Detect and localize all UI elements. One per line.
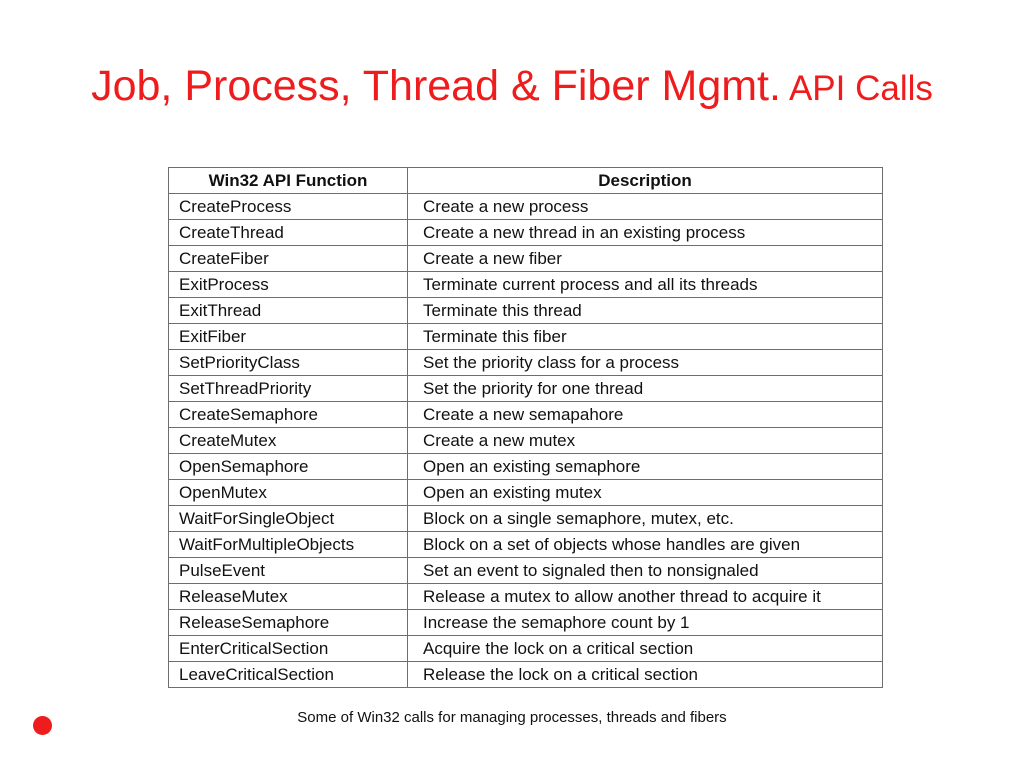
table-row	[169, 506, 883, 532]
table-header-row	[169, 168, 883, 194]
api-function-description: Create a new thread in an existing process	[408, 220, 883, 246]
api-function-description: Create a new fiber	[408, 246, 883, 272]
api-function-name: ExitThread	[169, 298, 408, 324]
table-row	[169, 324, 883, 350]
api-function-description: Create a new process	[408, 194, 883, 220]
table-row	[169, 298, 883, 324]
api-function-name: CreateSemaphore	[169, 402, 408, 428]
table-row	[169, 194, 883, 220]
api-function-description: Set the priority class for a process	[408, 350, 883, 376]
table-row	[169, 454, 883, 480]
table-row	[169, 532, 883, 558]
api-function-name: PulseEvent	[169, 558, 408, 584]
api-function-description: Terminate this thread	[408, 298, 883, 324]
api-function-name: LeaveCriticalSection	[169, 662, 408, 688]
api-function-name: CreateMutex	[169, 428, 408, 454]
api-function-name: SetPriorityClass	[169, 350, 408, 376]
slide-caption: Some of Win32 calls for managing processes, threads and fibers	[297, 709, 727, 726]
api-function-description: Block on a set of objects whose handles are given	[408, 532, 883, 558]
slide-title-main: Job, Process, Thread & Fiber Mgmt.	[91, 62, 781, 110]
api-function-description: Set the priority for one thread	[408, 376, 883, 402]
api-function-name: WaitForSingleObject	[169, 506, 408, 532]
api-function-description: Create a new mutex	[408, 428, 883, 454]
api-function-name: CreateProcess	[169, 194, 408, 220]
api-function-description: Acquire the lock on a critical section	[408, 636, 883, 662]
table-row	[169, 350, 883, 376]
table-row	[169, 272, 883, 298]
api-function-description: Block on a single semaphore, mutex, etc.	[408, 506, 883, 532]
column-header-function: Win32 API Function	[169, 168, 408, 194]
api-function-name: ReleaseSemaphore	[169, 610, 408, 636]
table-row	[169, 584, 883, 610]
slide-title-sub: API Calls	[788, 69, 933, 108]
table-row	[169, 636, 883, 662]
api-function-name: SetThreadPriority	[169, 376, 408, 402]
table-row	[169, 662, 883, 688]
api-function-description: Create a new semapahore	[408, 402, 883, 428]
slide-title	[0, 62, 1024, 111]
table-row	[169, 402, 883, 428]
api-function-name: OpenSemaphore	[169, 454, 408, 480]
api-table	[168, 167, 883, 688]
api-function-name: OpenMutex	[169, 480, 408, 506]
api-function-name: WaitForMultipleObjects	[169, 532, 408, 558]
table-row	[169, 376, 883, 402]
api-function-name: ExitFiber	[169, 324, 408, 350]
api-function-description: Open an existing mutex	[408, 480, 883, 506]
api-function-description: Open an existing semaphore	[408, 454, 883, 480]
api-function-name: EnterCriticalSection	[169, 636, 408, 662]
api-function-name: CreateThread	[169, 220, 408, 246]
table-row	[169, 428, 883, 454]
api-function-description: Release the lock on a critical section	[408, 662, 883, 688]
api-function-description: Increase the semaphore count by 1	[408, 610, 883, 636]
column-header-description: Description	[408, 168, 883, 194]
table-row	[169, 246, 883, 272]
table-row	[169, 558, 883, 584]
table-body	[169, 194, 883, 688]
api-function-name: CreateFiber	[169, 246, 408, 272]
table-row	[169, 480, 883, 506]
api-function-description: Terminate current process and all its threads	[408, 272, 883, 298]
api-function-description: Set an event to signaled then to nonsignaled	[408, 558, 883, 584]
api-function-name: ReleaseMutex	[169, 584, 408, 610]
api-function-description: Release a mutex to allow another thread to acquire it	[408, 584, 883, 610]
api-function-name: ExitProcess	[169, 272, 408, 298]
table-row	[169, 220, 883, 246]
table-row	[169, 610, 883, 636]
api-function-description: Terminate this fiber	[408, 324, 883, 350]
